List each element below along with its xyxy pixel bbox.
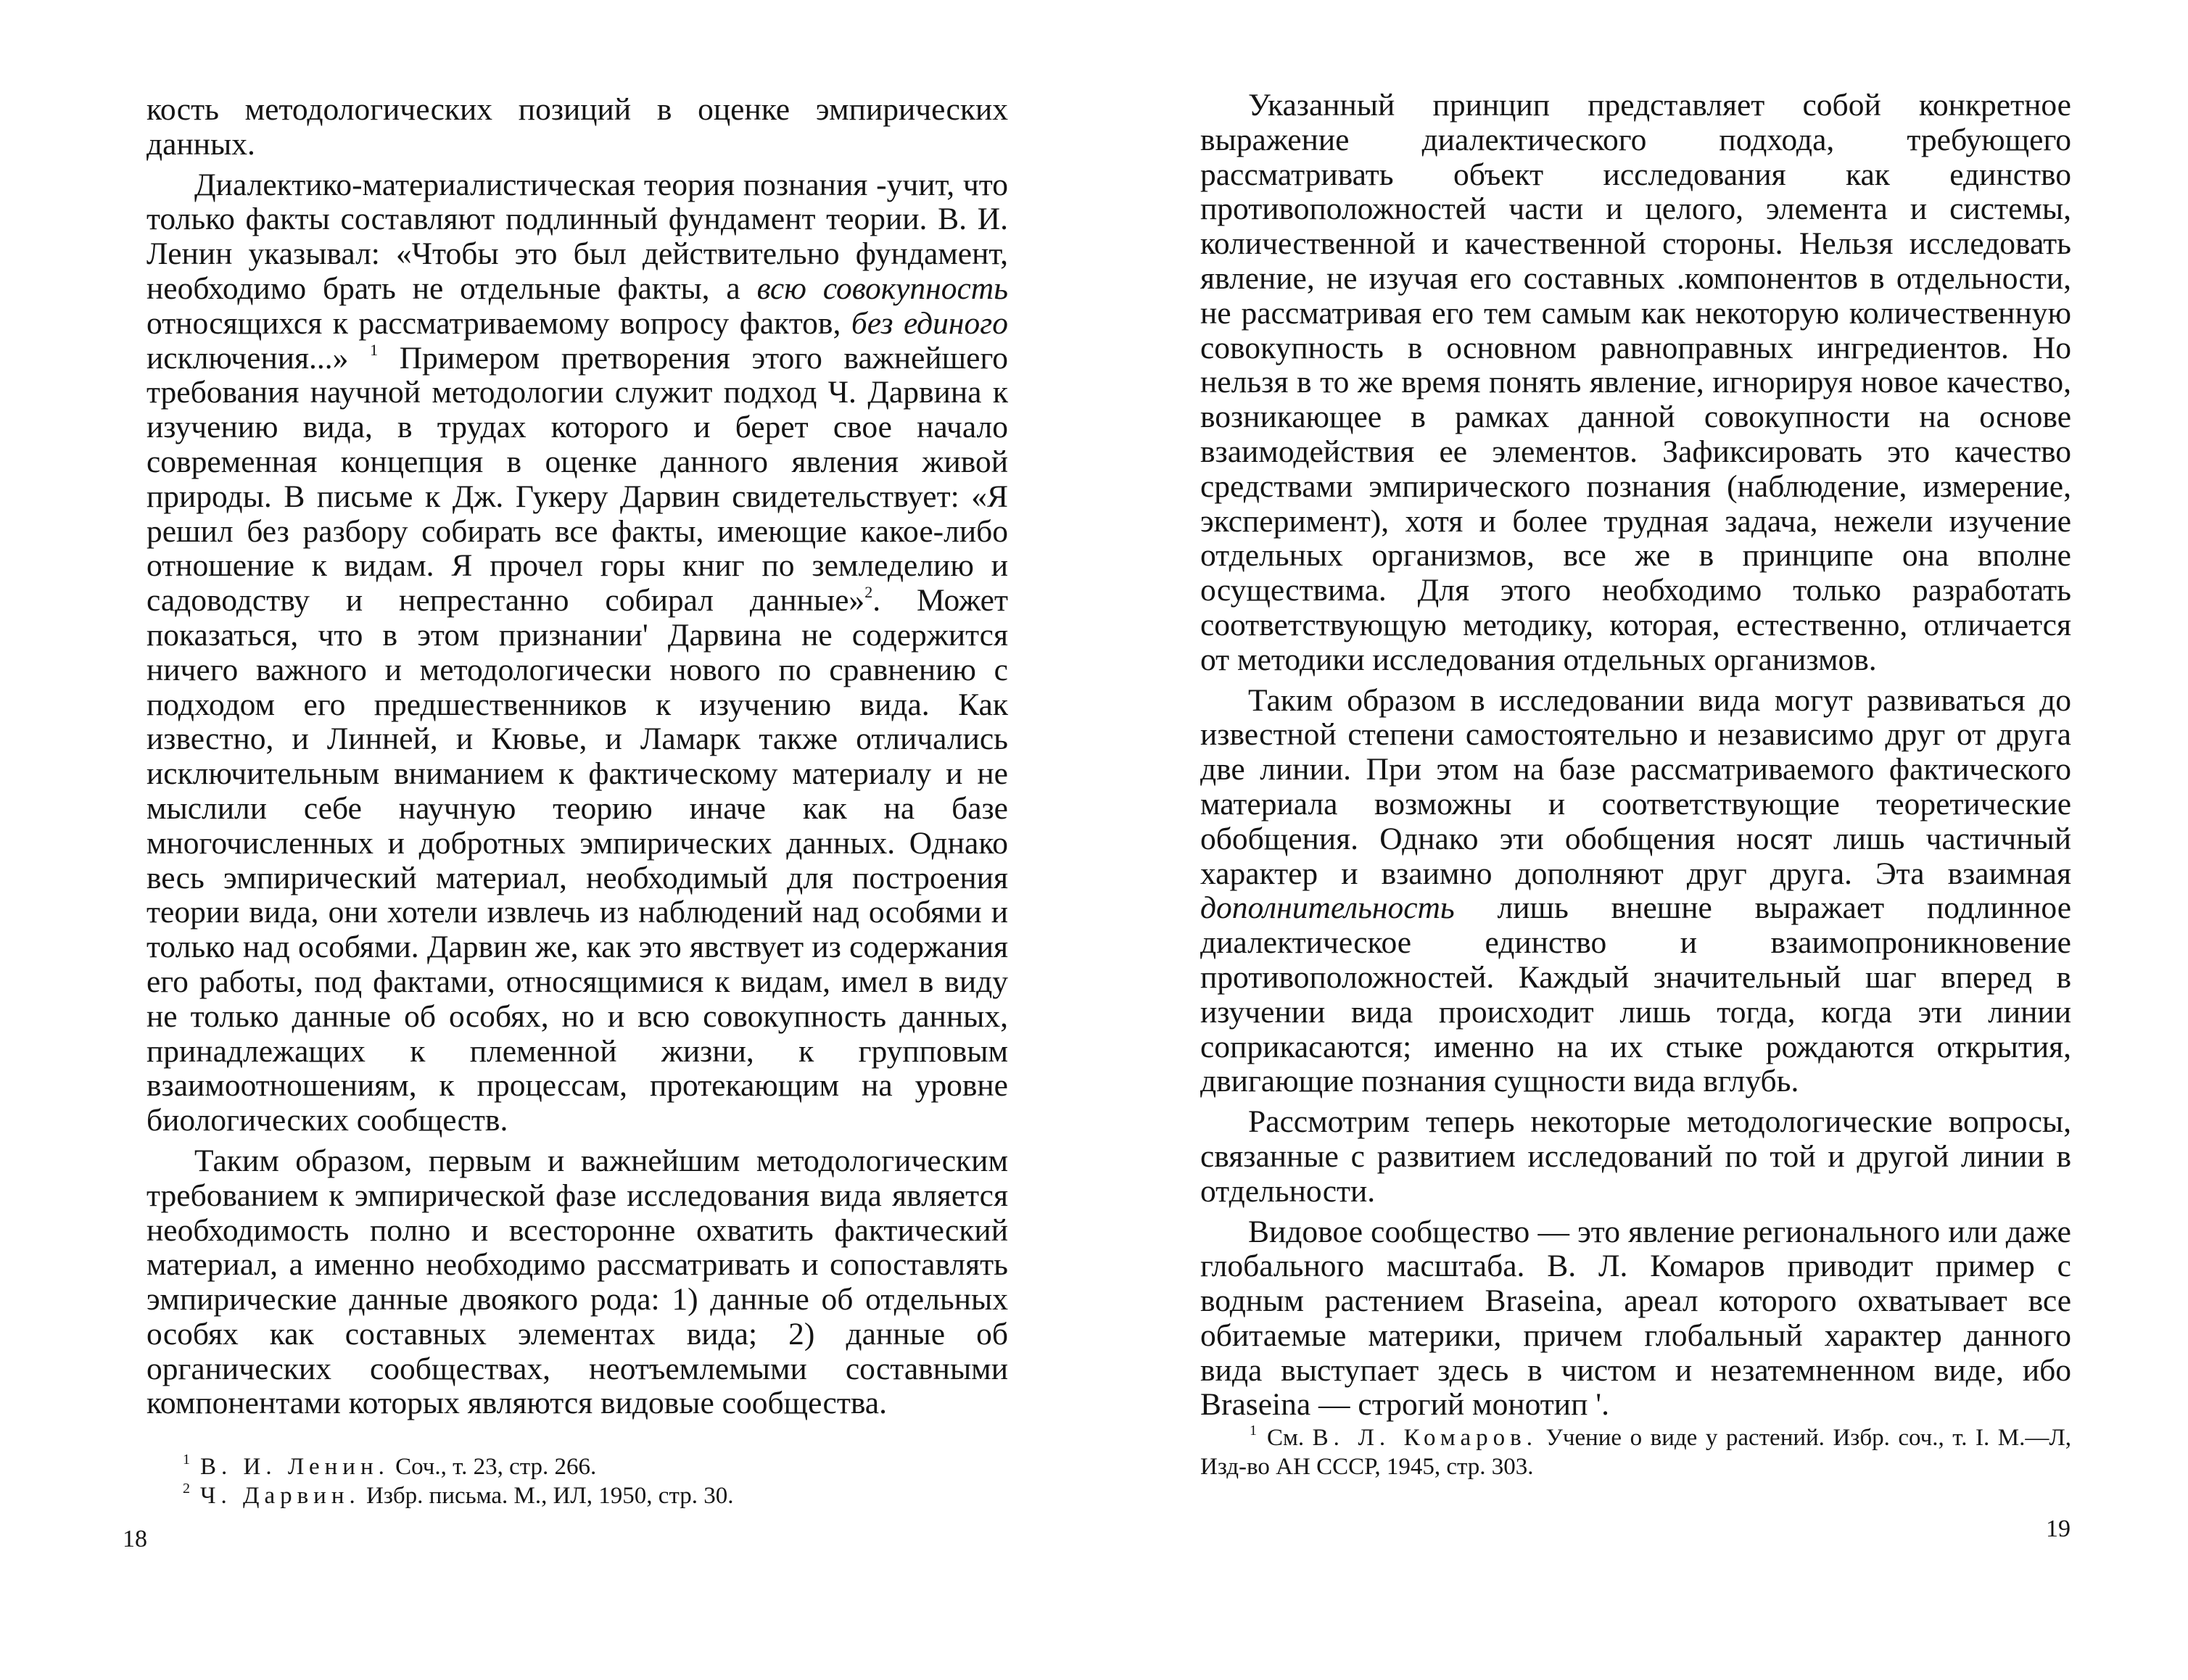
left-paragraph-3: Таким образом, первым и важнейшим методологическим требованием к эмпирической фазе исследования вида является необходимость полно и всесторонне охватить фактический материал, а именно необходимо рассматривать и сопоставлять эмпирические данные двоякого рода: 1) данные об отдельных особях как составных элементах вида; 2) данные об органических сообществах, неотъемлемыми составными компонентами которых являются видовые сообщества.: [146, 1143, 1008, 1421]
page-number-right: 19: [2046, 1515, 2071, 1542]
footnote-komarov: $^1$ См. В. Л. Комаров. Учение о виде у растений. Избр. соч., т. I. М.—Л, Изд-во АН СССР, 1945, стр. 303.: [1200, 1423, 2071, 1480]
right-page: [1094, 0, 2188, 1680]
right-paragraph-3: Рассмотрим теперь некоторые методологические вопросы, связанные с развитием исследований по той и другой линии в отдельности.: [1200, 1104, 2071, 1209]
right-paragraph-2: Таким образом в исследовании вида могут развиваться до известной степени самостоятельно и независимо друг от друга две линии. При этом на базе рассматриваемого фактического материала возможны и соответствующие теоретические обобщения. Однако эти обобщения носят лишь частичный характер и взаимно дополняют друг друга. Эта взаимная дополнительность лишь внешне выражает подлинное диалектическое единство и взаимопроникновение противоположностей. Каждый значительный шаг вперед в изучении вида происходит лишь тогда, когда эти линии соприкасаются; именно на их стыке рождаются открытия, двигающие познания сущности вида вглубь.: [1200, 682, 2071, 1099]
left-footnotes: [146, 1452, 1008, 1510]
left-paragraph-1: кость методологических позиций в оценке эмпирических данных.: [146, 92, 1008, 162]
footnote-ref-1: 1: [370, 340, 379, 359]
left-paragraph-2: Диалектико-материалистическая теория познания -учит, что только факты составляют подлинный фундамент теории. В. И. Ленин указывал: «Чтобы это был действительно фундамент, необходимо брать не отдельные факты, а всю совокупность относящихся к рассматриваемому вопросу фактов, без единого исключения...» $^1$ Примером претворения этого важнейшего требования научной методологии служит подход Ч. Дарвина к изучению вида, в трудах которого и берет свое начало современная концепция в оценке данного явления живой природы. В письме к Дж. Гукеру Дарвин свидетельствует: «Я решил без разбору собирать все факты, имеющие какое-либо отношение к видам. Я прочел горы книг по земледелию и садоводству и непрестанно собирал данные»$^2$. Может показаться, что в этом признании' Дарвина не содержится ничего важного и методологически нового по сравнению с подходом его предшественников к изучению вида. Как известно, и Линней, и Кювье, и Ламарк также отличались исключительным вниманием к фактическому материалу и не мыслили себе научную теорию иначе как на базе многочисленных и добротных эмпирических данных. Однако весь эмпирический материал, необходимый для построения теории вида, они хотели извлечь из наблюдений над особями и только над особями. Дарвин же, как это явствует из содержания его работы, под фактами, относящимися к видам, имел в виду не только данные об особях, но и всю совокупность данных, принадлежащих к племенной жизни, к групповым взаимоотношениям, к процессам, протекающим на уровне биологических сообществ.: [146, 167, 1009, 1138]
right-paragraph-1: Указанный принцип представляет собой конкретное выражение диалектического подхода, требующего рассматривать объект исследования как единство противоположностей части и целого, элемента и системы, количественной и качественной стороны. Нельзя исследовать явление, не изучая его составных .компонентов в отдельности, не рассматривая его тем самым как некоторую количественную совокупность в основном равноправных ингредиентов. Но нельзя в то же время понять явление, игнорируя новое качество, возникающее в рамках данной совокупности на основе взаимодействия ее элементов. Зафиксировать это качество средствами эмпирического познания (наблюдение, измерение, эксперимент), хотя и более трудная задача, нежели изучение отдельных организмов, все же в принципе она вполне осуществима. Для этого необходимо только разработать соответствующую методику, которая, естественно, отличается от методики исследования отдельных организмов.: [1200, 88, 2071, 677]
right-body-text: [1200, 88, 2071, 1423]
page-number-left: 18: [123, 1526, 147, 1552]
footnote-1: $^1$ В. И. Ленин. Соч., т. 23, стр. 266.: [183, 1452, 597, 1480]
right-paragraph-4: Видовое сообщество — это явление регионального или даже глобального масштаба. В. Л. Комаров приводит пример с водным растением Braseina, ареал которого охватывает все обитаемые материки, причем глобальный характер данного вида выступает здесь в чистом и незатемненном виде, ибо Braseina — строгий монотип '.: [1200, 1214, 2071, 1423]
right-footnotes: [1200, 1423, 2071, 1481]
footnote-2: $^2$ Ч. Дарвин. Избр. письма. М., ИЛ, 1950, стр. 30.: [183, 1481, 734, 1509]
left-body-text: [146, 93, 1008, 1421]
footnote-ref-2: 2: [864, 583, 873, 602]
